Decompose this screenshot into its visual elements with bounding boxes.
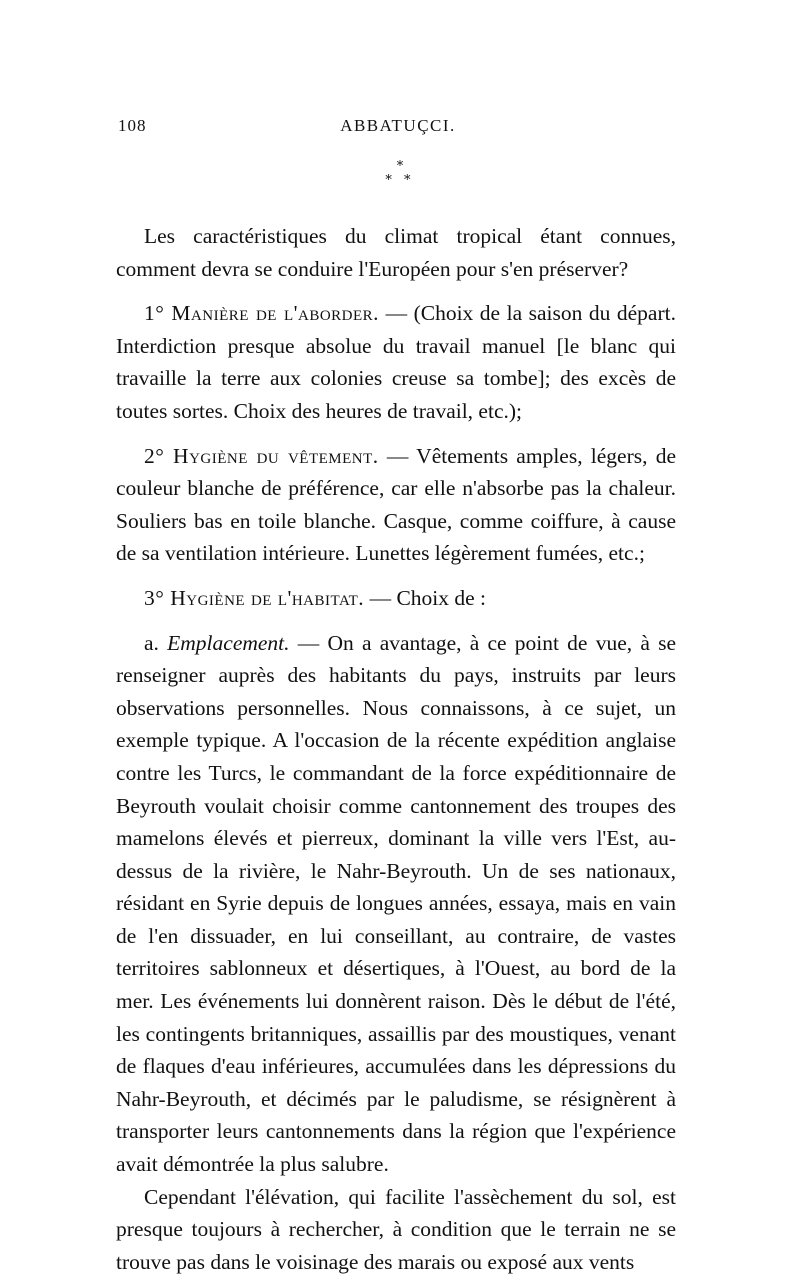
emplacement-prefix: a. (144, 630, 168, 655)
item-3-heading: 3° Hygiène de l'habitat. (144, 585, 365, 610)
running-head: ABBATUÇCI. (340, 116, 456, 135)
item-3-text: — Choix de : (364, 585, 487, 610)
asterism-separator (0, 160, 800, 188)
emplacement-text: — On a avantage, à ce point de vue, à se renseigner auprès des habitants du pays, instruits par leurs observations personnelles. Nous connaissons, à ce sujet, un exemple typique. A l'occasion de la récente expédition anglaise contre les Turcs, le commandant de la force expéditionnaire de Beyrouth voulait choisir comme cantonnement des troupes des mamelons élevés et pierreux, dominant la ville vers l'Est, au-dessus de la rivière, le Nahr-Beyrouth. Un de ses nationaux, résidant en Syrie depuis de longues années, essaya, mais en vain de l'en dissuader, en lui conseillant, au contraire, de vastes territoires sablonneux et désertiques, à l'Ouest, au bord de la mer. Les événements lui donnèrent raison. Dès le début de l'été, les contingents britanniques, assaillis par des moustiques, venant de flaques d'eau inférieures, accumulées dans les dépressions du Nahr-Beyrouth, et décimés par le paludisme, se résignèrent à transporter leurs cantonnements dans la région que l'expérience avait démontrée la plus salubre. (116, 630, 676, 1177)
item-2-text: — Vêtements amples, légers, de couleur blanche de préférence, car elle n'absorbe pas la chaleur. Souliers bas en toile blanche. Casque, comme coiffure, à cause de sa ventilation intérieure. Lunettes légèrement fumées, etc.; (116, 443, 676, 566)
paragraph-emplacement (116, 627, 676, 1181)
paragraph-item-2 (116, 440, 676, 570)
item-2-heading: 2° Hygiène du vêtement. (144, 443, 379, 468)
asterism-top: * (396, 159, 404, 174)
item-1-heading: 1° Manière de l'aborder. (144, 301, 380, 326)
page-header (118, 116, 678, 140)
emplacement-heading: Emplacement. (167, 630, 290, 655)
body-text (116, 220, 676, 1278)
paragraph-intro (116, 220, 676, 285)
paragraph-intro-text: Les caractéristiques du climat tropical étant connues, comment devra se conduire l'Européen pour s'en préserver? (116, 224, 676, 281)
paragraph-elevation (116, 1181, 676, 1278)
paragraph-item-1 (116, 297, 676, 427)
page-number: 108 (118, 116, 147, 135)
asterism-bottom: * * (385, 173, 415, 188)
paragraph-elevation-text: Cependant l'élévation, qui facilite l'assèchement du sol, est presque toujours à rechercher, à condition que le terrain ne se trouve pas dans le voisinage des marais ou exposé aux vents (116, 1184, 676, 1274)
item-1-text: — (Choix de la saison du départ. Interdiction presque absolue du travail manuel [le blanc qui travaille la terre aux colonies creuse sa tombe]; des excès de toutes sortes. Choix des heures de travail, etc.); (116, 301, 676, 423)
paragraph-item-3 (116, 582, 676, 615)
